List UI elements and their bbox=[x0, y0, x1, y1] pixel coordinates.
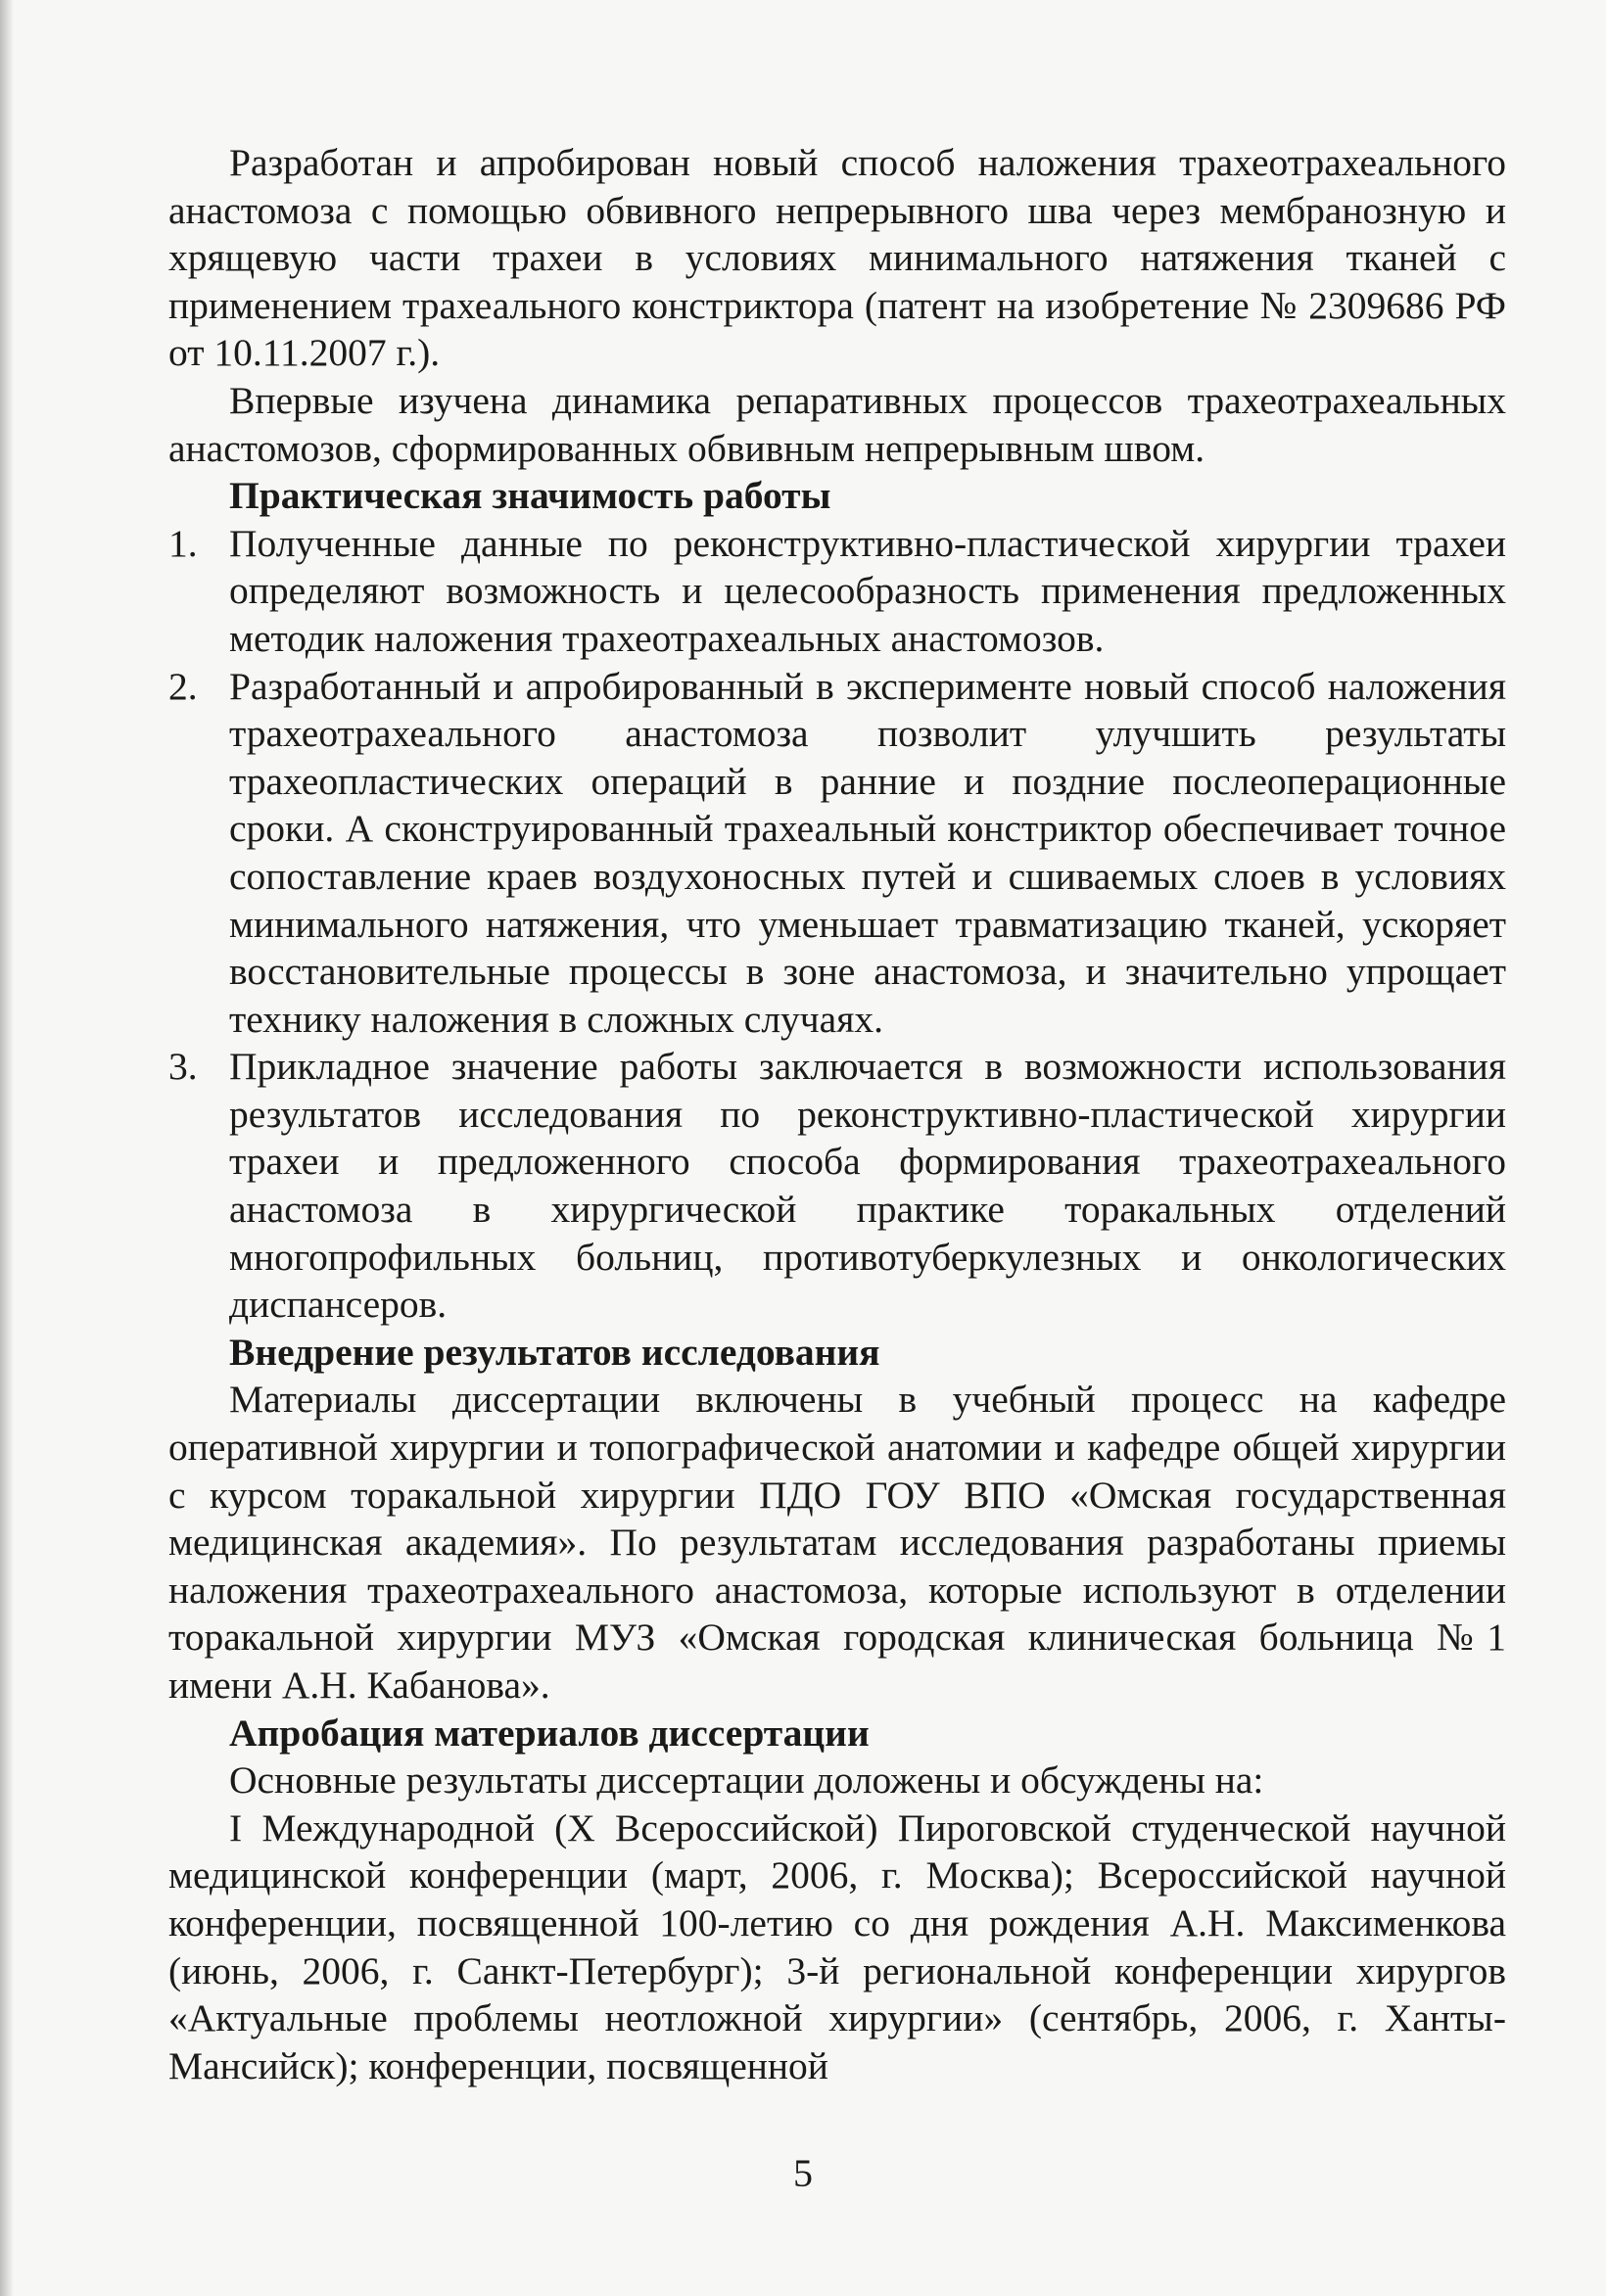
list-item-number: 2. bbox=[168, 664, 198, 708]
list-item-text: Прикладное значение работы заключается в возможности использования результатов исследования по реконструктивно-пластической хирургии трахеи и предложенного способа формирования трахеотрахеального анастомоза в хирургической практике торакальных отделений многопрофильных больниц, противотуберкулезных и онкологических диспансеров. bbox=[229, 1045, 1506, 1327]
page-body bbox=[168, 139, 1506, 2089]
approbation-intro: Основные результаты диссертации доложены и обсуждены на: bbox=[229, 1758, 1264, 1803]
scan-edge-shadow bbox=[0, 0, 14, 2296]
list-item bbox=[168, 520, 1506, 663]
novelty-paragraph-2: Впервые изучена динамика репаративных процессов трахеотрахеальных анастомозов, сформированных обвивным непрерывным швом. bbox=[168, 378, 1506, 470]
implementation-paragraph: Материалы диссертации включены в учебный процесс на кафедре оперативной хирургии и топографической анатомии и кафедре общей хирургии с курсом торакальной хирургии ПДО ГОУ ВПО «Омская государственная медицинская академия». По результатам исследования разработаны приемы наложения трахеотрахеального анастомоза, которые используют в отделении торакальной хирургии МУЗ «Омская городская клиническая больница №1 имени А.Н. Кабанова». bbox=[168, 1378, 1506, 1707]
approbation-heading: Апробация материалов диссертации bbox=[229, 1710, 870, 1755]
novelty-paragraph-1: Разработан и апробирован новый способ наложения трахеотрахеального анастомоза с помощью обвивного непрерывного шва через мембранозную и хрящевую части трахеи в условиях минимального натяжения тканей с применением трахеального констриктора (патент на изобретение № 2309686 РФ от 10.11.2007 г.). bbox=[168, 141, 1506, 375]
practical-significance-heading: Практическая значимость работы bbox=[229, 474, 831, 518]
list-item bbox=[168, 1043, 1506, 1329]
implementation-heading: Внедрение результатов исследования bbox=[229, 1330, 880, 1374]
list-item bbox=[168, 663, 1506, 1044]
list-item-number: 3. bbox=[168, 1045, 198, 1089]
list-item-number: 1. bbox=[168, 521, 198, 565]
practical-significance-list bbox=[168, 520, 1506, 1329]
list-item-text: Полученные данные по реконструктивно-пластической хирургии трахеи определяют возможность и целесообразность применения предложенных методик наложения трахеотрахеальных анастомозов. bbox=[229, 521, 1506, 660]
page-number: 5 bbox=[793, 2151, 813, 2195]
list-item-text: Разработанный и апробированный в эксперименте новый способ наложения трахеотрахеального анастомоза позволит улучшить результаты трахеопластических операций в ранние и поздние послеоперационные сроки. А сконструированный трахеальный констриктор обеспечивает точное сопоставление краев воздухоносных путей и сшиваемых слоев в условиях минимального натяжения, что уменьшает травматизацию тканей, ускоряет восстановительные процессы в зоне анастомоза, и значительно упрощает технику наложения в сложных случаях. bbox=[229, 664, 1506, 1041]
approbation-paragraph: I Международной (X Всероссийской) Пироговской студенческой научной медицинской конференции (март, 2006, г. Москва); Всероссийской научной конференции, посвященной 100-летию со дня рождения А.Н. Максименкова (июнь, 2006, г. Санкт-Петербург); 3-й региональной конференции хирургов «Актуальные проблемы неотложной хирургии» (сентябрь, 2006, г. Ханты-Мансийск); конференции, посвященной bbox=[168, 1805, 1506, 2087]
